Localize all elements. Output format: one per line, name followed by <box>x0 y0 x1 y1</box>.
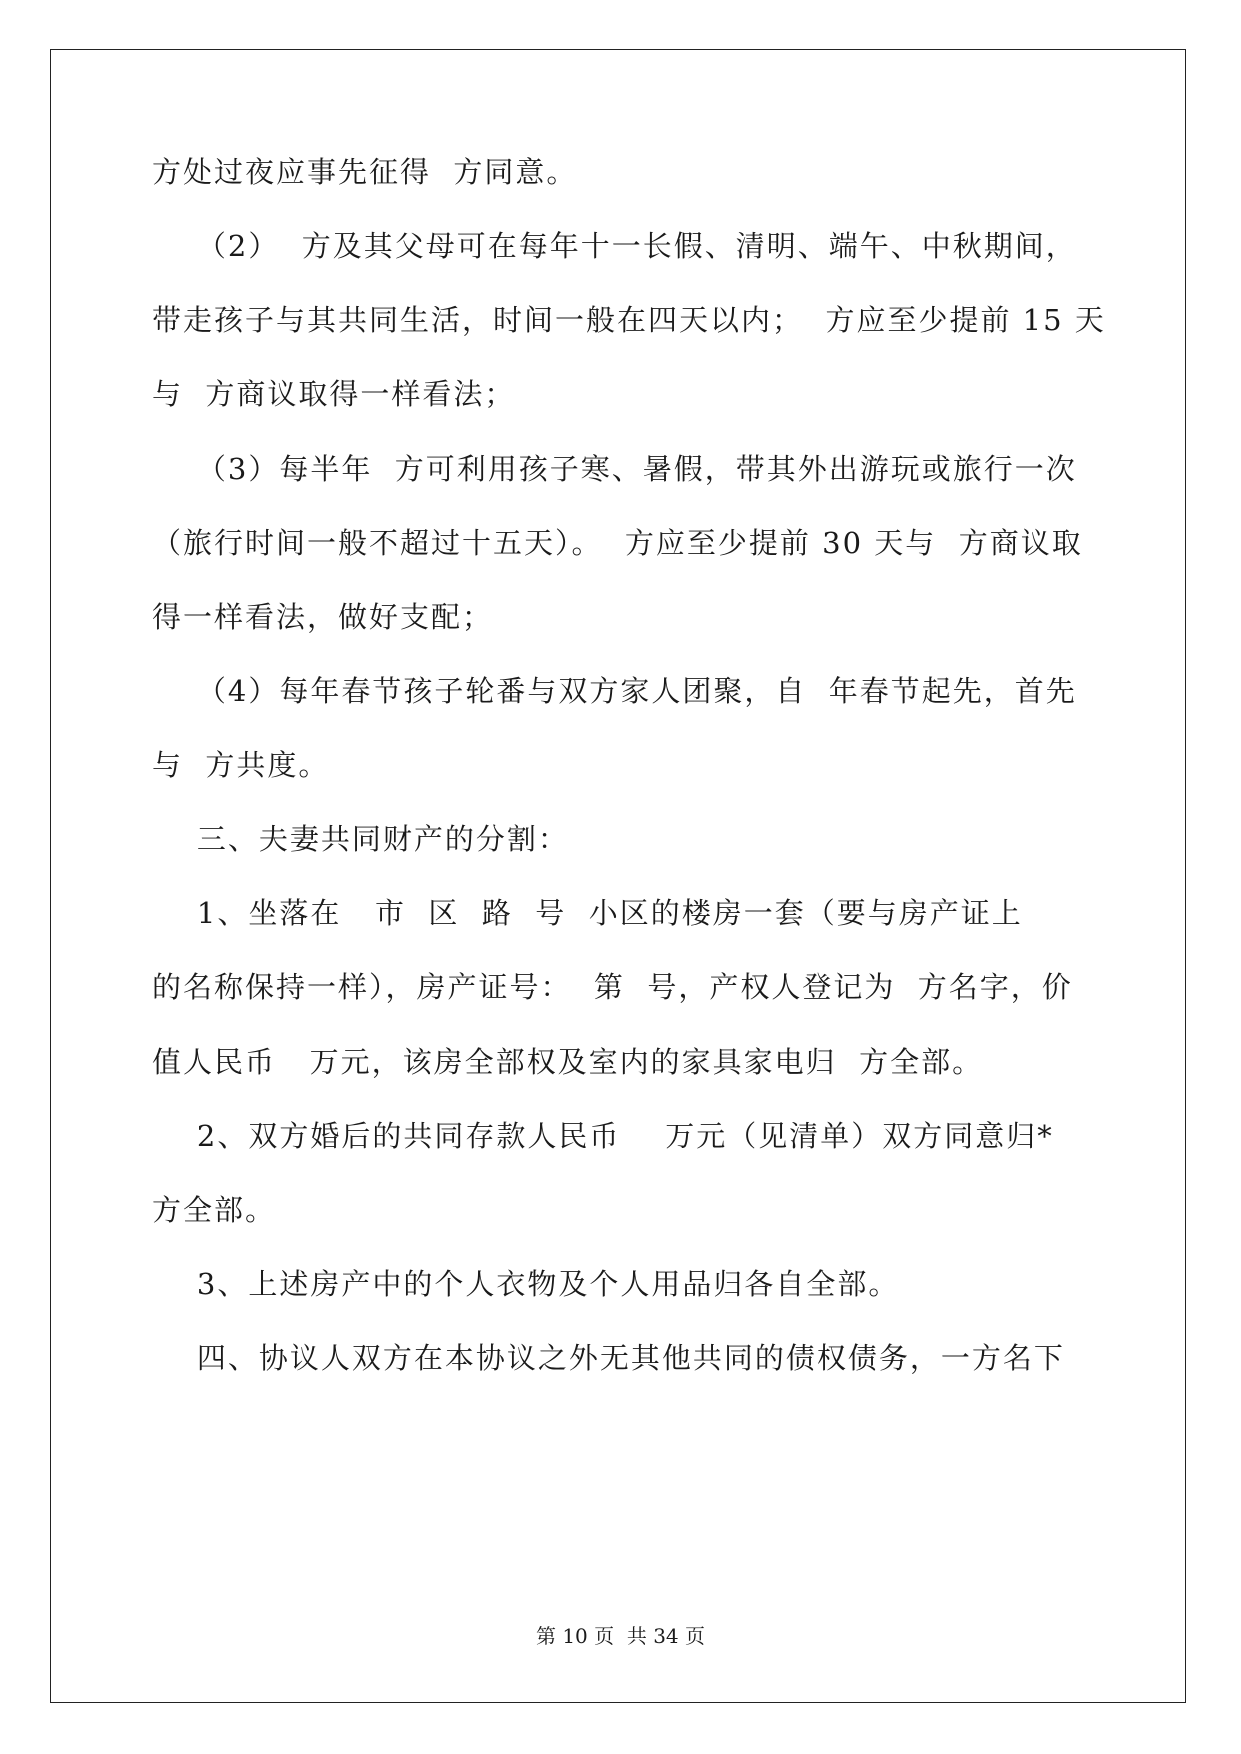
text-line-6: （旅行时间一般不超过十五天）。 方应至少提前 30 天与 方商议取 <box>152 526 1083 560</box>
text-line-9: 与 方共度。 <box>152 748 330 782</box>
text-line-16: 3、上述房产中的个人衣物及个人用品归各自全部。 <box>152 1267 900 1301</box>
page-border <box>50 49 1186 1703</box>
text-line-3: 带走孩子与其共同生活，时间一般在四天以内； 方应至少提前 15 天 <box>152 303 1106 337</box>
text-line-14: 2、双方婚后的共同存款人民币 万元（见清单）双方同意归* <box>152 1119 1054 1153</box>
text-line-12: 的名称保持一样），房产证号： 第 号，产权人登记为 方名字，价 <box>152 970 1073 1004</box>
text-line-5: （3）每半年 方可利用孩子寒、暑假，带其外出游玩或旅行一次 <box>152 452 1077 486</box>
text-line-8: （4）每年春节孩子轮番与双方家人团聚，自 年春节起先，首先 <box>152 674 1077 708</box>
text-line-17: 四、协议人双方在本协议之外无其他共同的债权债务，一方名下 <box>152 1341 1065 1375</box>
text-line-15: 方全部。 <box>152 1193 277 1227</box>
text-line-13: 值人民币 万元，该房全部权及室内的家具家电归 方全部。 <box>152 1045 984 1079</box>
text-line-11: 1、坐落在 市 区 路 号 小区的楼房一套（要与房产证上 <box>152 896 1023 930</box>
text-line-10: 三、夫妻共同财产的分割： <box>152 822 569 856</box>
text-line-2: （2） 方及其父母可在每年十一长假、清明、端午、中秋期间， <box>152 229 1077 263</box>
text-line-4: 与 方商议取得一样看法； <box>152 377 516 411</box>
page-number-footer: 第 10 页 共 34 页 <box>535 1624 706 1648</box>
text-line-1: 方处过夜应事先征得 方同意。 <box>152 155 578 189</box>
text-line-7: 得一样看法，做好支配； <box>152 600 494 634</box>
